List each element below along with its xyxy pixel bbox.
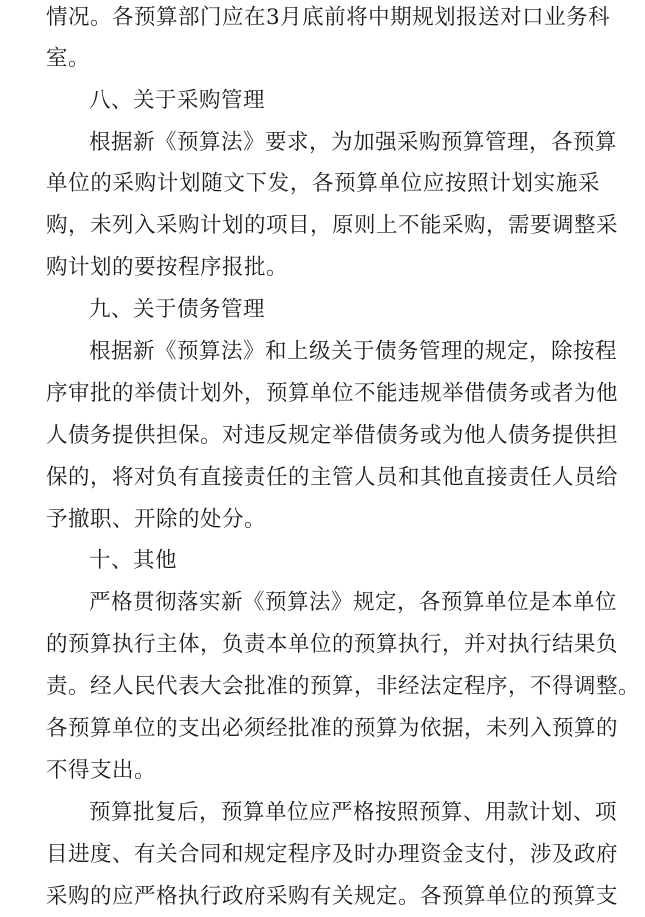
paragraph-line: 预算批复后，预算单位应严格按照预算、用款计划、项 xyxy=(89,800,618,825)
paragraph-line: 单位的采购计划随文下发，各预算单位应按照计划实施采 xyxy=(46,171,600,196)
paragraph-line: 不得支出。 xyxy=(46,758,157,783)
paragraph-line: 人债务提供担保。对违反规定举借债务或为他人债务提供担 xyxy=(46,423,619,448)
paragraph-line: 保的，将对负有直接责任的主管人员和其他直接责任人员给 xyxy=(46,465,619,490)
paragraph-line: 各预算单位的支出必须经批准的预算为依据，未列入预算的 xyxy=(46,716,619,741)
paragraph-line: 严格贯彻落实新《预算法》规定，各预算单位是本单位 xyxy=(89,590,618,615)
paragraph-line: 目进度、有关合同和规定程序及时办理资金支付，涉及政府 xyxy=(46,842,619,867)
paragraph-line: 购计划的要按程序报批。 xyxy=(46,255,289,280)
paragraph-line: 根据新《预算法》要求，为加强采购预算管理，各预算 xyxy=(89,130,618,155)
paragraph-line: 采购的应严格执行政府采购有关规定。各预算单位的预算支 xyxy=(46,884,619,909)
paragraph-line: 序审批的举债计划外，预算单位不能违规举借债务或者为他 xyxy=(46,381,619,406)
section-heading-other: 十、其他 xyxy=(89,548,178,573)
paragraph-line: 根据新《预算法》和上级关于债务管理的规定，除按程 xyxy=(89,339,618,364)
paragraph-line: 责。经人民代表大会批准的预算，非经法定程序，不得调整。 xyxy=(46,674,641,699)
section-heading-debt: 九、关于债务管理 xyxy=(89,297,266,322)
paragraph-line: 予撤职、开除的处分。 xyxy=(46,507,267,532)
paragraph-line: 情况。各预算部门应在3月底前将中期规划报送对口业务科 xyxy=(46,5,611,30)
section-heading-procurement: 八、关于采购管理 xyxy=(89,88,266,113)
paragraph-line: 的预算执行主体，负责本单位的预算执行，并对执行结果负 xyxy=(46,632,619,657)
paragraph-line: 室。 xyxy=(46,46,91,71)
paragraph-line: 购，未列入采购计划的项目，原则上不能采购，需要调整采 xyxy=(46,213,619,238)
